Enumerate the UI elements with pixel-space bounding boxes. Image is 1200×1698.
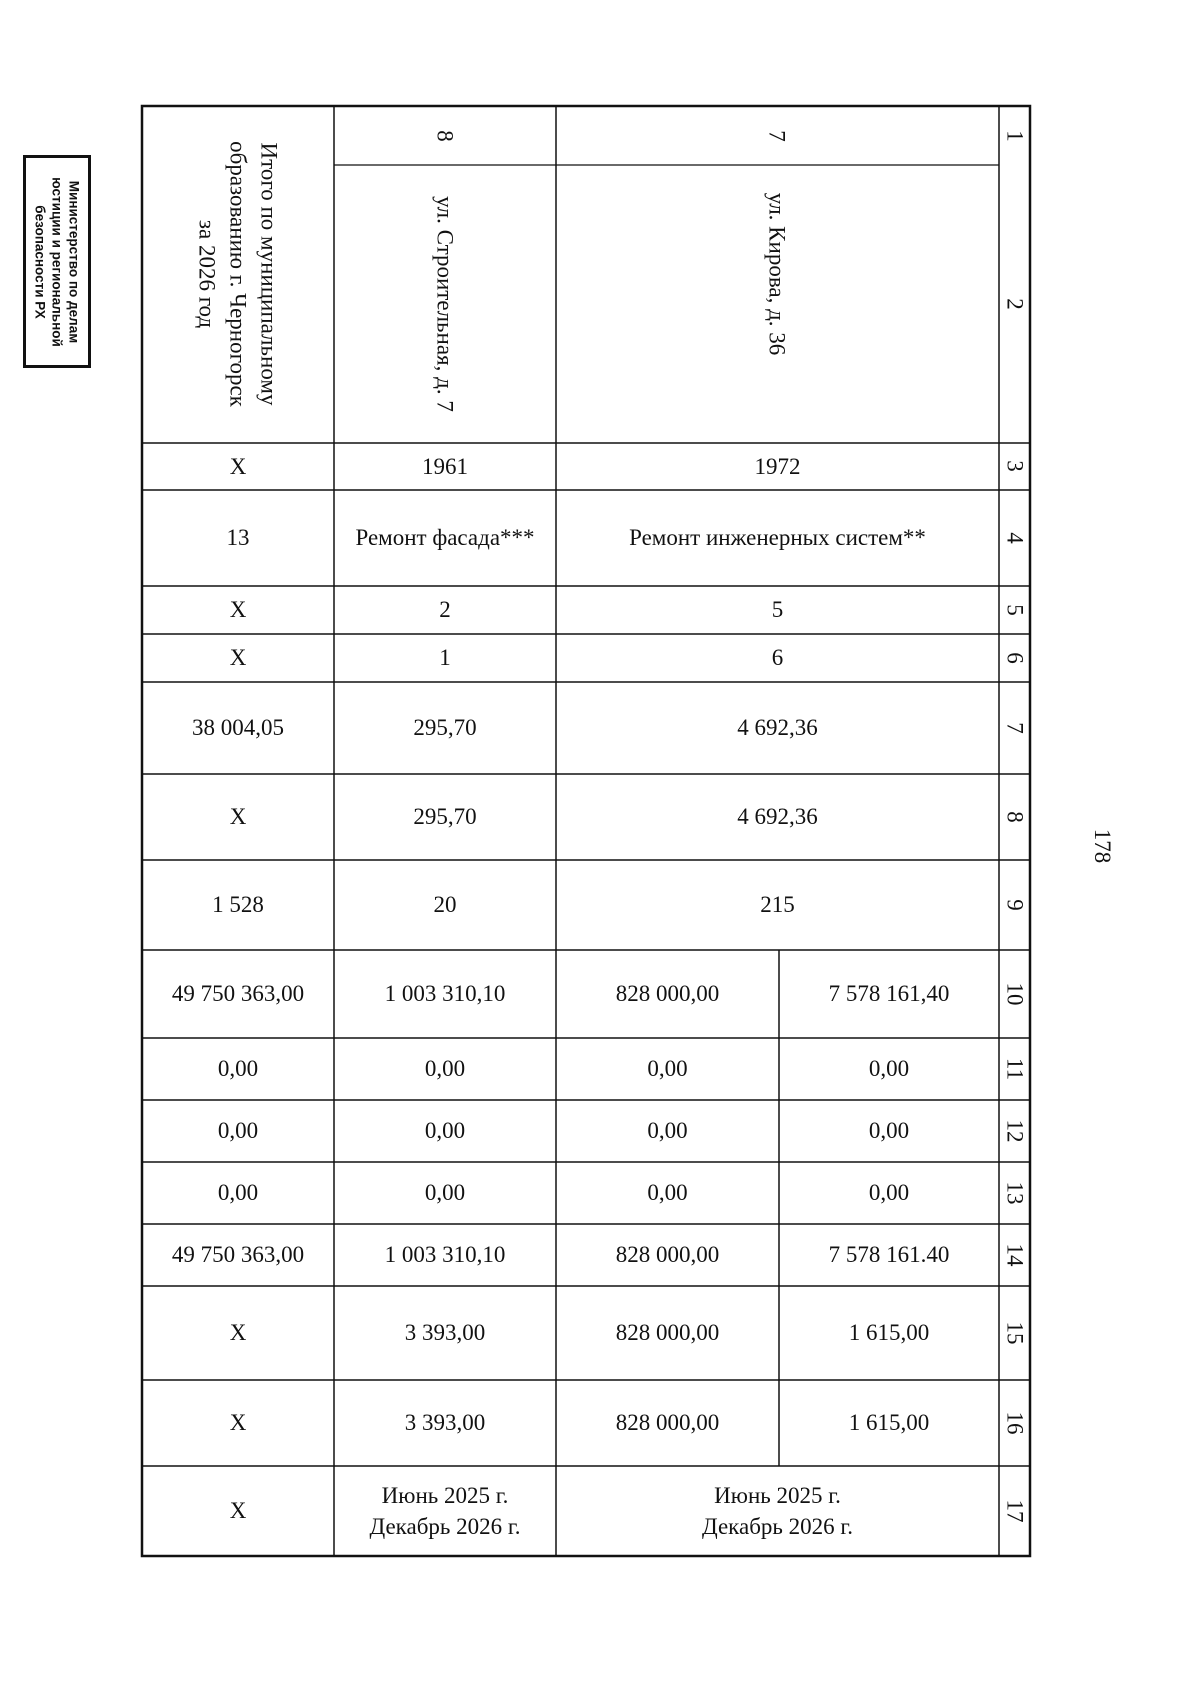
row8-c6: 1 <box>439 645 451 671</box>
address-row-7: ул. Кирова, д. 36 <box>764 192 790 356</box>
row7b-c13: 0,00 <box>868 1180 910 1206</box>
row8-c14: 1 003 310,10 <box>384 1242 506 1268</box>
col-number-5: 5 <box>1002 604 1028 616</box>
row7a-c10: 828 000,00 <box>615 981 720 1007</box>
total-c3: Х <box>229 453 247 479</box>
col-number-10: 10 <box>1002 982 1028 1006</box>
row8-c11: 0,00 <box>424 1056 466 1082</box>
row7a-c11: 0,00 <box>647 1056 688 1082</box>
row7-c4: Ремонт инженерных систем** <box>629 525 926 551</box>
row7-c5: 5 <box>771 597 784 623</box>
total-c4: 13 <box>226 525 250 551</box>
row7-c8: 4 692,36 <box>737 804 818 830</box>
row7a-c15: 828 000,00 <box>615 1320 720 1346</box>
row7b-c14: 7 578 161.40 <box>828 1242 950 1268</box>
col-number-13: 13 <box>1002 1181 1028 1205</box>
col-number-7: 7 <box>1002 722 1028 734</box>
row8-c7: 295,70 <box>413 715 477 741</box>
page-number: 178 <box>1090 828 1115 864</box>
row8-c4: Ремонт фасада*** <box>355 525 535 551</box>
row8-c5: 2 <box>439 597 451 623</box>
col-number-17: 17 <box>1002 1499 1028 1523</box>
stamp-line-1: Министерство по делам <box>66 180 82 343</box>
total-c11: 0,00 <box>217 1056 259 1082</box>
row8-c16: 3 393,00 <box>404 1410 486 1436</box>
col-number-11: 11 <box>1002 1057 1028 1081</box>
col-number-15: 15 <box>1002 1321 1028 1345</box>
col-number-12: 12 <box>1002 1119 1028 1143</box>
row7-c9: 215 <box>760 892 795 918</box>
total-c6: Х <box>229 645 247 671</box>
total-c17: Х <box>229 1498 247 1524</box>
row7b-c15: 1 615,00 <box>848 1320 930 1346</box>
col-number-2: 2 <box>1002 298 1028 310</box>
col-number-1: 1 <box>1002 130 1028 142</box>
row8-c3: 1961 <box>422 453 468 479</box>
row7-c3: 1972 <box>754 453 801 479</box>
row7b-c10: 7 578 161,40 <box>828 981 950 1007</box>
total-c14: 49 750 363,00 <box>171 1242 305 1268</box>
row7a-c14: 828 000,00 <box>615 1242 720 1268</box>
row8-c15: 3 393,00 <box>404 1320 486 1346</box>
row7-c6: 6 <box>771 645 784 671</box>
row8-c13: 0,00 <box>424 1180 466 1206</box>
row7b-c12: 0,00 <box>868 1118 910 1144</box>
total-label-line-1: Итого по муниципальному <box>256 142 282 406</box>
row-number-7: 7 <box>764 130 790 142</box>
row8-c17-line-2: Декабрь 2026 г. <box>369 1514 521 1539</box>
stamp-line-2: юстиции и региональной <box>49 176 65 347</box>
row8-c8: 295,70 <box>413 804 477 830</box>
total-c7: 38 004,05 <box>192 715 284 741</box>
row8-c17 <box>334 1466 556 1556</box>
address-row-8: ул. Строительная, д. 7 <box>432 196 458 412</box>
row7a-c13: 0,00 <box>647 1180 688 1206</box>
col-number-4: 4 <box>1002 532 1028 544</box>
row8-c10: 1 003 310,10 <box>384 981 506 1007</box>
total-label-line-3: за 2026 год <box>194 219 220 329</box>
col-number-8: 8 <box>1002 811 1028 823</box>
row7-c17 <box>556 1466 999 1556</box>
row7b-c11: 0,00 <box>868 1056 910 1082</box>
total-c8: Х <box>229 804 247 830</box>
total-c9: 1 528 <box>212 892 264 918</box>
col-number-16: 16 <box>1002 1411 1028 1435</box>
total-c13: 0,00 <box>217 1180 259 1206</box>
total-c12: 0,00 <box>217 1118 259 1144</box>
row7a-c12: 0,00 <box>647 1118 688 1144</box>
row8-c9: 20 <box>433 892 457 918</box>
col-number-3: 3 <box>1002 460 1028 472</box>
row7-c17-line-2: Декабрь 2026 г. <box>702 1514 853 1539</box>
total-c10: 49 750 363,00 <box>171 981 305 1007</box>
col-number-9: 9 <box>1002 899 1028 911</box>
row7-c17-line-1: Июнь 2025 г. <box>714 1482 841 1508</box>
total-row-label <box>191 141 284 407</box>
row7-c7: 4 692,36 <box>737 715 818 741</box>
total-c16: Х <box>229 1410 247 1436</box>
total-c15: Х <box>229 1320 247 1346</box>
total-label-line-2: образованию г. Черногорск <box>225 141 251 407</box>
stamp-line-3: безопасности РХ <box>32 204 48 319</box>
row8-c12: 0,00 <box>424 1118 466 1144</box>
total-c5: Х <box>229 597 247 623</box>
col-number-6: 6 <box>1002 652 1028 664</box>
row-number-8: 8 <box>432 130 458 142</box>
row7b-c16: 1 615,00 <box>848 1410 930 1436</box>
row8-c17-line-1: Июнь 2025 г. <box>381 1482 509 1508</box>
col-number-14: 14 <box>1002 1243 1028 1267</box>
row7a-c16: 828 000,00 <box>615 1410 720 1436</box>
